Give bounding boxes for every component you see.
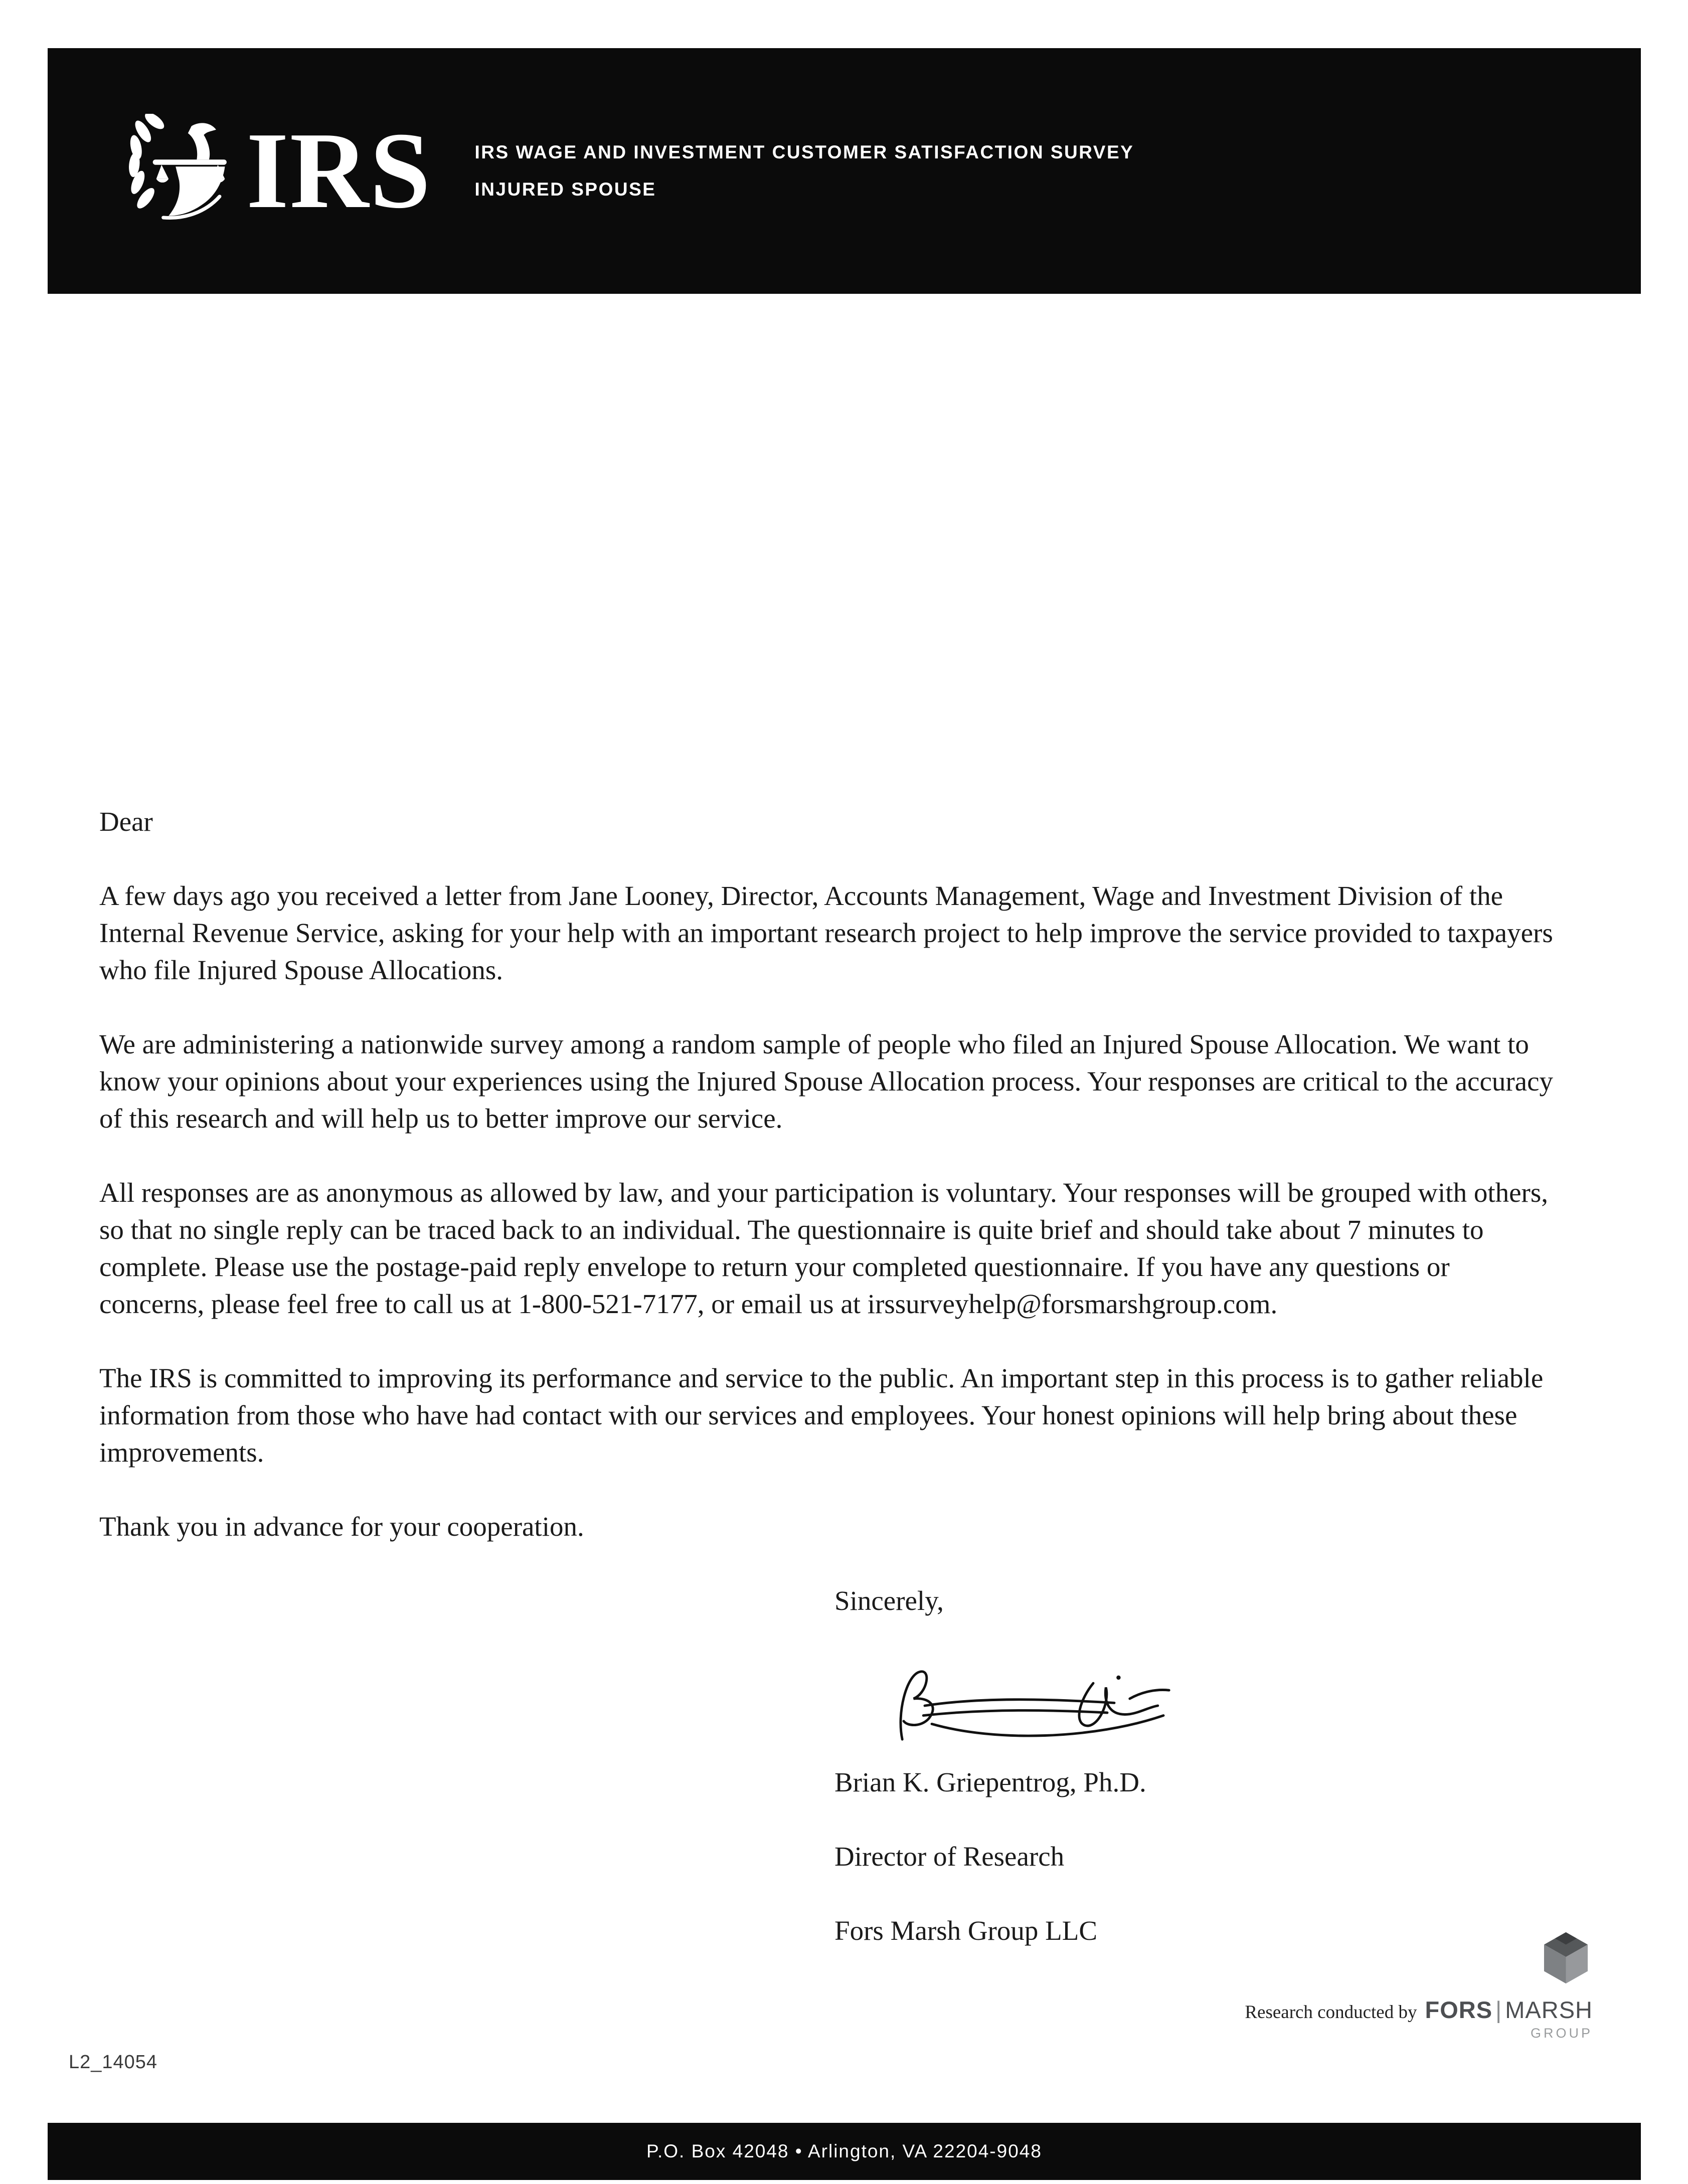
signer-name: Brian K. Griepentrog, Ph.D. <box>834 1767 1146 1797</box>
form-code: L2_14054 <box>69 2052 158 2073</box>
irs-eagle-icon <box>123 114 237 228</box>
irs-logo-text: IRS <box>246 110 432 231</box>
fors-marsh-wordmark <box>1425 1996 1593 2024</box>
letter-paragraph: We are administering a nationwide survey among a random sample of people who filed an Injured Spouse Allocation. We want to know your opinions about your experiences using the Injured Spouse Allocation process. Your responses are critical to the accuracy of this research and will help us to better improve our service. <box>99 1029 1553 1134</box>
letter-paragraph: The IRS is committed to improving its performance and service to the public. An important step in this process is to gather reliable information from those who have had contact with our services and employees. Your honest opinions will help bring about these improvements. <box>99 1363 1544 1468</box>
letter-paragraph: Thank you in advance for your cooperation. <box>99 1511 584 1542</box>
banner-title-line2: INJURED SPOUSE <box>474 179 656 200</box>
fors-marsh-branding <box>1245 1931 1593 2041</box>
brand-divider: | <box>1495 1996 1502 2023</box>
research-credit-line <box>1245 1996 1593 2024</box>
research-note: Research conducted by <box>1245 2002 1417 2023</box>
brand-marsh: MARSH <box>1505 1996 1593 2023</box>
fors-marsh-cube-icon <box>1542 1931 1590 1987</box>
letter-paragraph: All responses are as anonymous as allowed by law, and your participation is voluntary. Your responses will be grouped with others, so that no single reply can be traced back to an individual. The questionnaire is quite brief and should take about 7 minutes to complete. Please use the postage-paid reply envelope to return your completed questionnaire. If you have any questions or concerns, please feel free to call us at 1-800-521-7177, or email us at irssurveyhelp@forsmarshgroup.com. <box>99 1177 1549 1319</box>
brand-group: GROUP <box>1530 2026 1593 2041</box>
letter-paragraph: A few days ago you received a letter from Jane Looney, Director, Accounts Management, Wage and Investment Division of the Internal Revenue Service, asking for your help with an important research project to help improve the service provided to taxpayers who file Injured Spouse Allocations. <box>99 880 1553 985</box>
letter-body <box>99 803 1554 1986</box>
brand-fors: FORS <box>1425 1996 1493 2023</box>
closing-text: Sincerely, <box>834 1585 944 1616</box>
footer-bar <box>48 2123 1641 2180</box>
signature-block <box>834 1582 1554 1949</box>
salutation: Dear <box>99 806 153 837</box>
handwritten-signature <box>834 1657 1226 1762</box>
signer-org: Fors Marsh Group LLC <box>834 1915 1098 1946</box>
banner-title-line1: IRS WAGE AND INVESTMENT CUSTOMER SATISFACTION SURVEY <box>474 142 1134 162</box>
header-banner <box>48 48 1641 294</box>
signer-title: Director of Research <box>834 1841 1065 1872</box>
footer-address: P.O. Box 42048 • Arlington, VA 22204-9048 <box>646 2141 1042 2161</box>
banner-titles <box>475 134 1134 208</box>
